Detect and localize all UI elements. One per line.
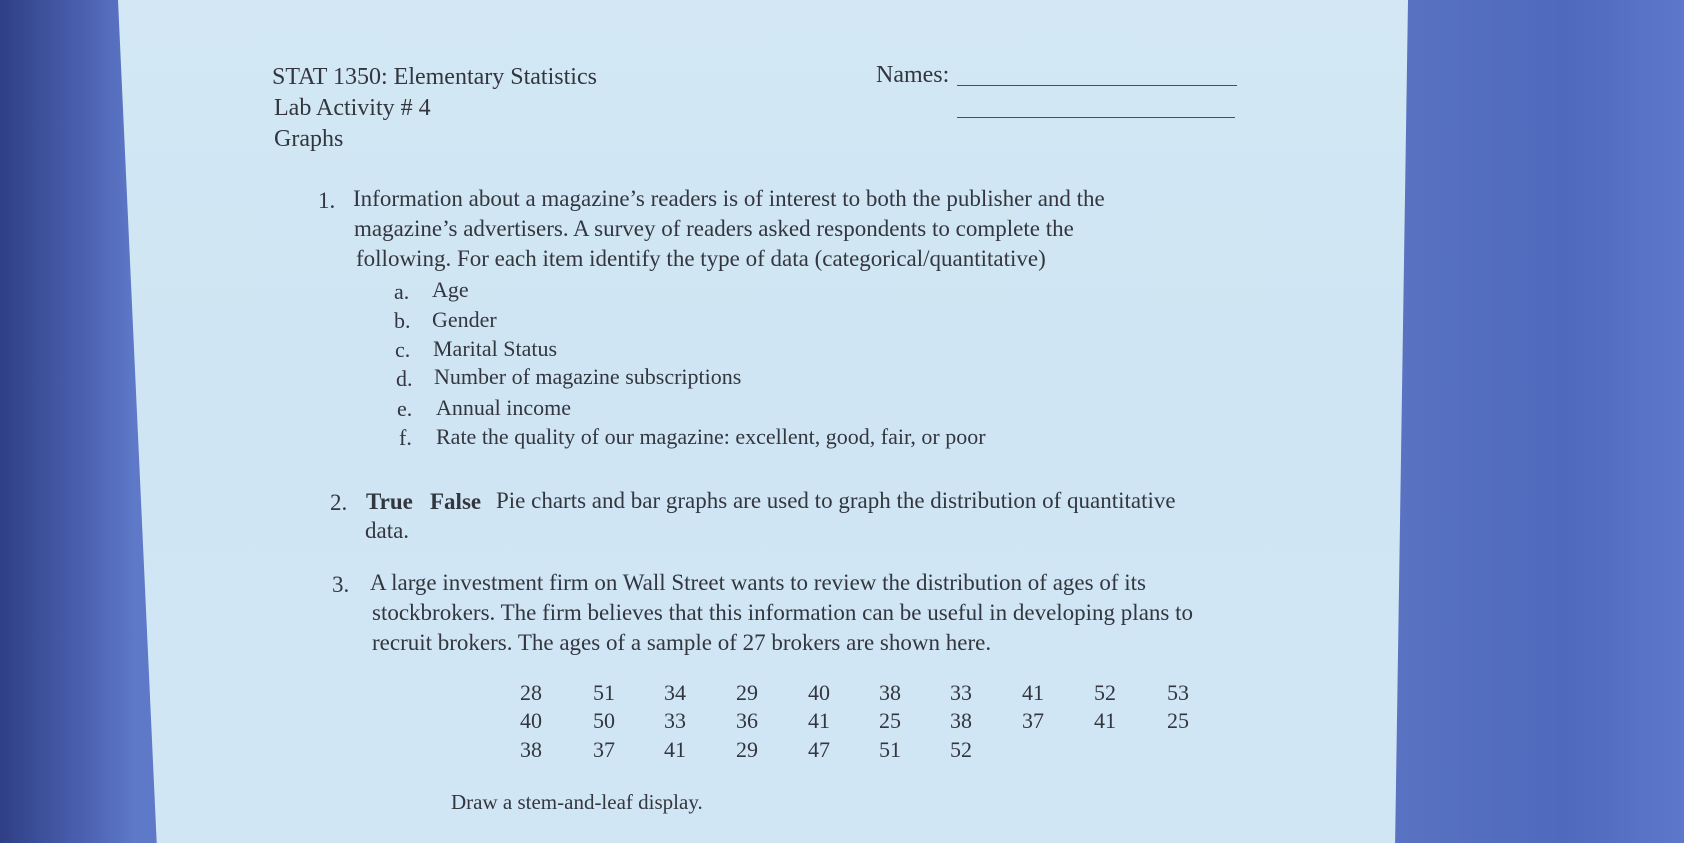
age-value: 41 (664, 737, 686, 762)
age-value: 33 (950, 680, 972, 705)
question-1-line-3: following. For each item identify the type of data (categorical/quantitative) (356, 246, 1046, 271)
age-value: 28 (520, 680, 542, 705)
false-option[interactable]: False (430, 489, 482, 514)
age-value: 53 (1167, 680, 1189, 705)
item-e-text: Annual income (436, 395, 572, 420)
question-1-number: 1. (318, 188, 336, 213)
names-blank-line-1[interactable] (957, 85, 1237, 86)
age-value: 36 (736, 708, 758, 733)
age-value: 25 (1167, 708, 1189, 733)
item-c-letter: c. (395, 337, 411, 362)
question-1-line-2: magazine’s advertisers. A survey of readers asked respondents to complete the (354, 216, 1074, 241)
item-d-text: Number of magazine subscriptions (434, 364, 742, 389)
activity-title: Lab Activity # 4 (274, 95, 431, 121)
age-value: 40 (520, 708, 542, 733)
age-value: 25 (879, 708, 901, 733)
question-3-line-2: stockbrokers. The firm believes that this information can be useful in developing plans to (372, 600, 1193, 625)
age-value: 41 (1022, 680, 1044, 705)
stem-leaf-instruction: Draw a stem-and-leaf display. (451, 790, 703, 814)
names-blank-line-2[interactable] (957, 117, 1235, 118)
item-f-letter: f. (399, 425, 412, 450)
age-value: 51 (593, 680, 615, 705)
age-value: 34 (664, 680, 686, 705)
age-value: 52 (950, 737, 972, 762)
item-b-letter: b. (394, 308, 411, 333)
names-label: Names: (876, 62, 950, 88)
age-value: 47 (808, 737, 830, 762)
age-value: 37 (593, 737, 615, 762)
question-2-line-2: data. (365, 518, 410, 543)
age-value: 38 (950, 708, 972, 733)
age-value: 33 (664, 708, 686, 733)
question-2-line-1: Pie charts and bar graphs are used to graph the distribution of quantitative (496, 488, 1176, 513)
question-3-number: 3. (332, 572, 350, 597)
age-value: 38 (520, 737, 542, 762)
item-a-letter: a. (394, 279, 410, 304)
item-f-text: Rate the quality of our magazine: excellent, good, fair, or poor (436, 424, 986, 449)
course-title: STAT 1350: Elementary Statistics (272, 64, 597, 90)
age-value: 40 (808, 680, 830, 705)
question-2-number: 2. (330, 490, 348, 515)
age-value: 51 (879, 737, 901, 762)
item-a-text: Age (432, 277, 469, 302)
age-value: 41 (1094, 708, 1116, 733)
item-c-text: Marital Status (433, 336, 558, 361)
age-value: 38 (879, 680, 901, 705)
question-1-line-1: Information about a magazine’s readers is of interest to both the publisher and the (353, 186, 1105, 211)
age-value: 29 (736, 737, 758, 762)
question-3-line-1: A large investment firm on Wall Street wants to review the distribution of ages of its (370, 570, 1146, 595)
age-value: 52 (1094, 680, 1116, 705)
topic-title: Graphs (274, 126, 344, 152)
age-value: 37 (1022, 708, 1044, 733)
age-value: 50 (593, 708, 615, 733)
question-3-line-3: recruit brokers. The ages of a sample of 27 brokers are shown here. (372, 630, 992, 655)
item-b-text: Gender (432, 307, 497, 332)
item-d-letter: d. (396, 366, 413, 391)
item-e-letter: e. (397, 396, 413, 421)
background-right (1384, 0, 1684, 843)
age-value: 29 (736, 680, 758, 705)
age-value: 41 (808, 708, 830, 733)
true-option[interactable]: True (366, 489, 413, 514)
